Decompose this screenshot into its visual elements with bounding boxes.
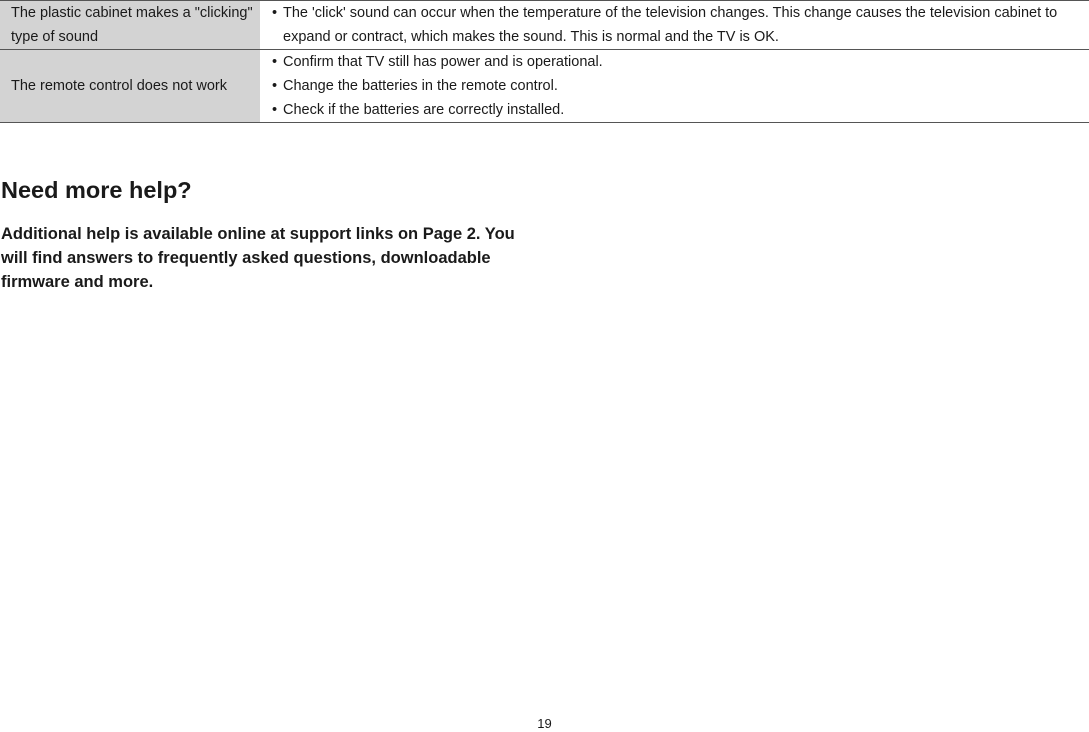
problem-text: The remote control does not work <box>11 78 227 94</box>
troubleshooting-table <box>0 0 1089 123</box>
solution-cell <box>260 1 1089 49</box>
problem-text: The plastic cabinet makes a "clicking" type of sound <box>11 5 253 45</box>
solution-item: • The 'click' sound can occur when the temperature of the television changes. This change causes the television cabinet to expand or contract, which makes the sound. This is normal and the TV is OK. <box>272 1 1089 49</box>
page-number: 19 <box>537 716 552 731</box>
table-row <box>0 0 1089 50</box>
solution-item: • Change the batteries in the remote control. <box>272 74 1089 98</box>
help-paragraph: Additional help is available online at support links on Page 2. You will find answers to frequently asked questions, downloadable firmware and more. <box>1 225 515 291</box>
problem-cell <box>0 1 260 49</box>
solution-cell <box>260 50 1089 122</box>
solution-item: • Confirm that TV still has power and is operational. <box>272 50 1089 74</box>
section-heading: Need more help? <box>1 177 192 203</box>
problem-cell <box>0 50 260 122</box>
solution-item: • Check if the batteries are correctly installed. <box>272 98 1089 122</box>
table-row <box>0 50 1089 123</box>
